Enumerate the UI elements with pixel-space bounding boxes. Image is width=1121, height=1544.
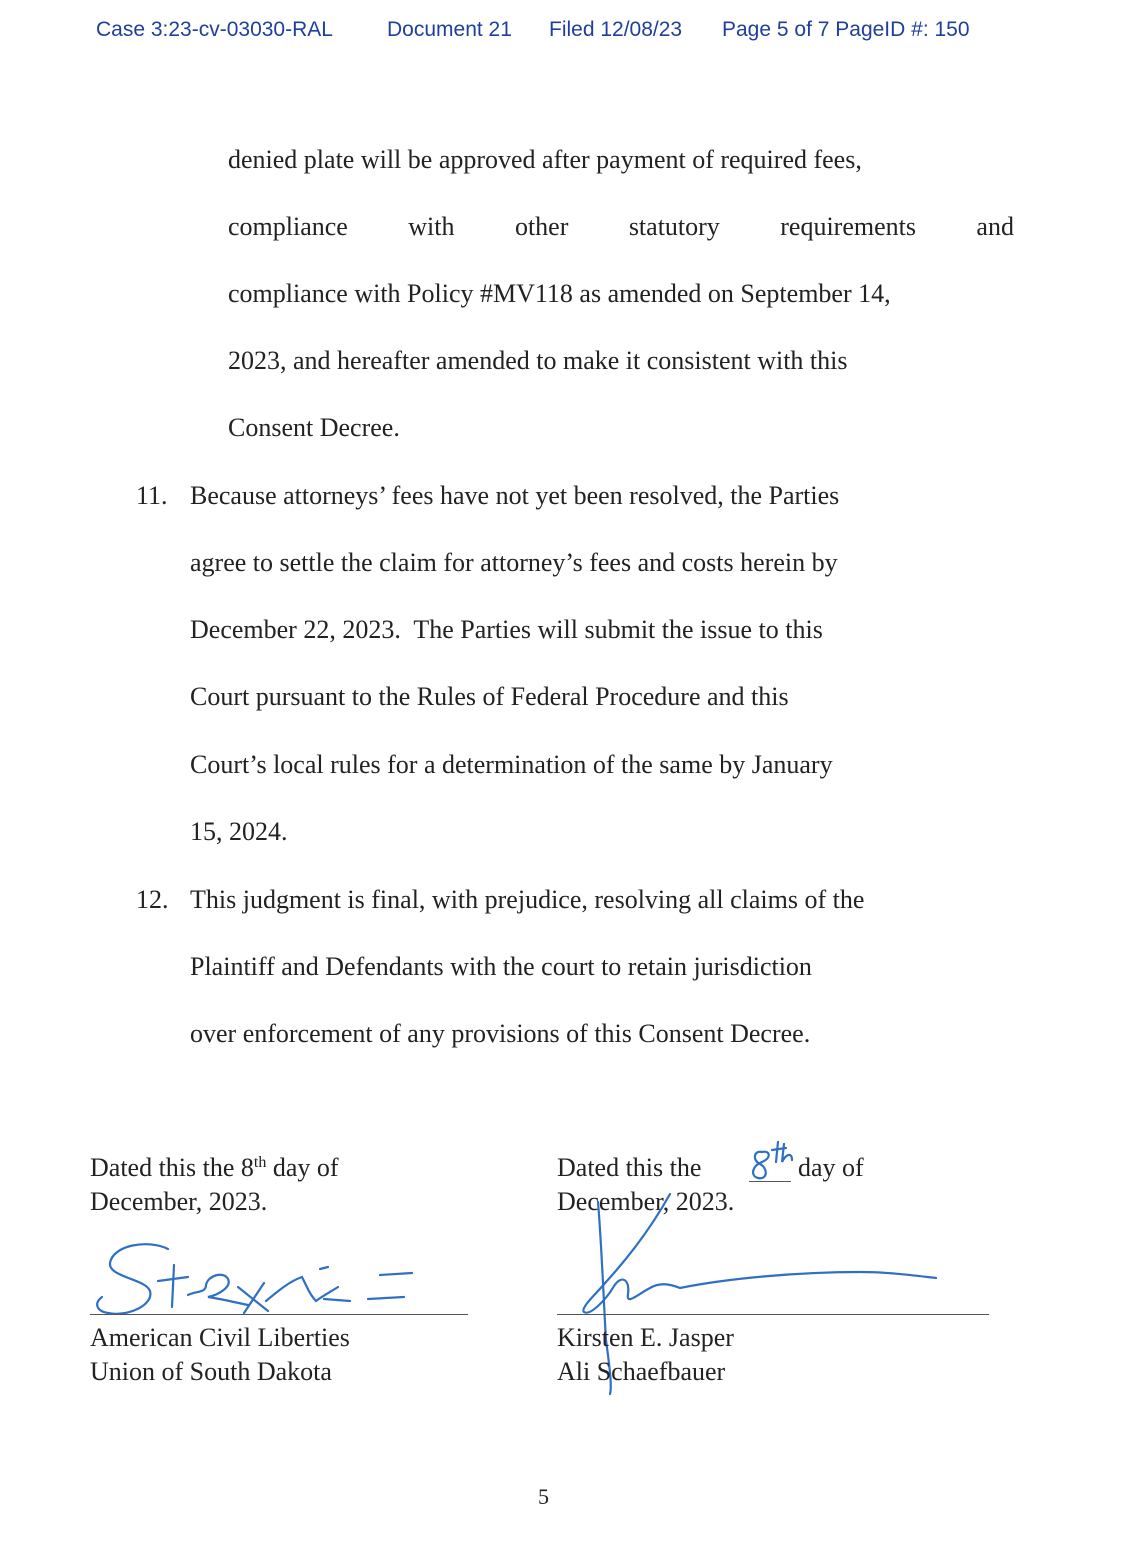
dated-text: day of bbox=[266, 1153, 339, 1182]
body-line: over enforcement of any provisions of this Consent Decree. bbox=[190, 1019, 811, 1048]
left-dated-line bbox=[90, 1152, 339, 1184]
body-line: denied plate will be approved after payment of required fees, bbox=[228, 145, 862, 174]
word: compliance bbox=[228, 212, 348, 241]
right-signer-line1: Kirsten E. Jasper bbox=[557, 1323, 734, 1352]
left-signature-graphic bbox=[88, 1235, 428, 1325]
left-dated-line2: December, 2023. bbox=[90, 1187, 268, 1216]
body-line-justified bbox=[228, 210, 1014, 244]
page-number: 5 bbox=[538, 1484, 549, 1509]
body-line: 2023, and hereafter amended to make it consistent with this bbox=[228, 346, 848, 375]
left-signer-line1: American Civil Liberties bbox=[90, 1323, 350, 1352]
filed-date: Filed 12/08/23 bbox=[549, 18, 683, 41]
right-signer-line2: Ali Schaefbauer bbox=[557, 1357, 726, 1386]
body-line: This judgment is final, with prejudice, resolving all claims of the bbox=[190, 885, 865, 914]
body-line: December 22, 2023. The Parties will submit the issue to this bbox=[190, 615, 823, 644]
body-line: Plaintiff and Defendants with the court to retain jurisdiction bbox=[190, 952, 812, 981]
right-dated-suffix: day of bbox=[798, 1153, 864, 1182]
right-dated-prefix: Dated this the bbox=[557, 1153, 702, 1182]
word: and bbox=[976, 212, 1014, 241]
handwritten-day-graphic bbox=[746, 1140, 802, 1186]
left-signer-line2: Union of South Dakota bbox=[90, 1357, 332, 1386]
word: with bbox=[408, 212, 455, 241]
right-signature-line bbox=[557, 1314, 989, 1315]
document-number: Document 21 bbox=[387, 18, 512, 41]
body-line: Court’s local rules for a determination of the same by January bbox=[190, 750, 833, 779]
page-id: Page 5 of 7 PageID #: 150 bbox=[722, 18, 970, 41]
word: other bbox=[514, 212, 569, 241]
body-line: agree to settle the claim for attorney’s fees and costs herein by bbox=[190, 548, 838, 577]
item-number: 12. bbox=[136, 885, 169, 914]
body-line: Court pursuant to the Rules of Federal Procedure and this bbox=[190, 682, 789, 711]
body-line: 15, 2024. bbox=[190, 817, 288, 846]
ordinal-suffix: th bbox=[253, 1154, 267, 1171]
left-signature-line bbox=[90, 1314, 468, 1315]
right-dated-line2: December, 2023. bbox=[557, 1187, 735, 1216]
body-line: Because attorneys’ fees have not yet been resolved, the Parties bbox=[190, 481, 840, 510]
dated-text: Dated this the 8 bbox=[90, 1153, 254, 1182]
body-line: compliance with Policy #MV118 as amended on September 14, bbox=[228, 279, 891, 308]
item-number: 11. bbox=[136, 481, 168, 510]
case-header bbox=[0, 18, 1121, 48]
body-line: Consent Decree. bbox=[228, 413, 400, 442]
word: statutory bbox=[628, 212, 720, 241]
word: requirements bbox=[780, 212, 916, 241]
case-number: Case 3:23-cv-03030-RAL bbox=[96, 18, 333, 41]
